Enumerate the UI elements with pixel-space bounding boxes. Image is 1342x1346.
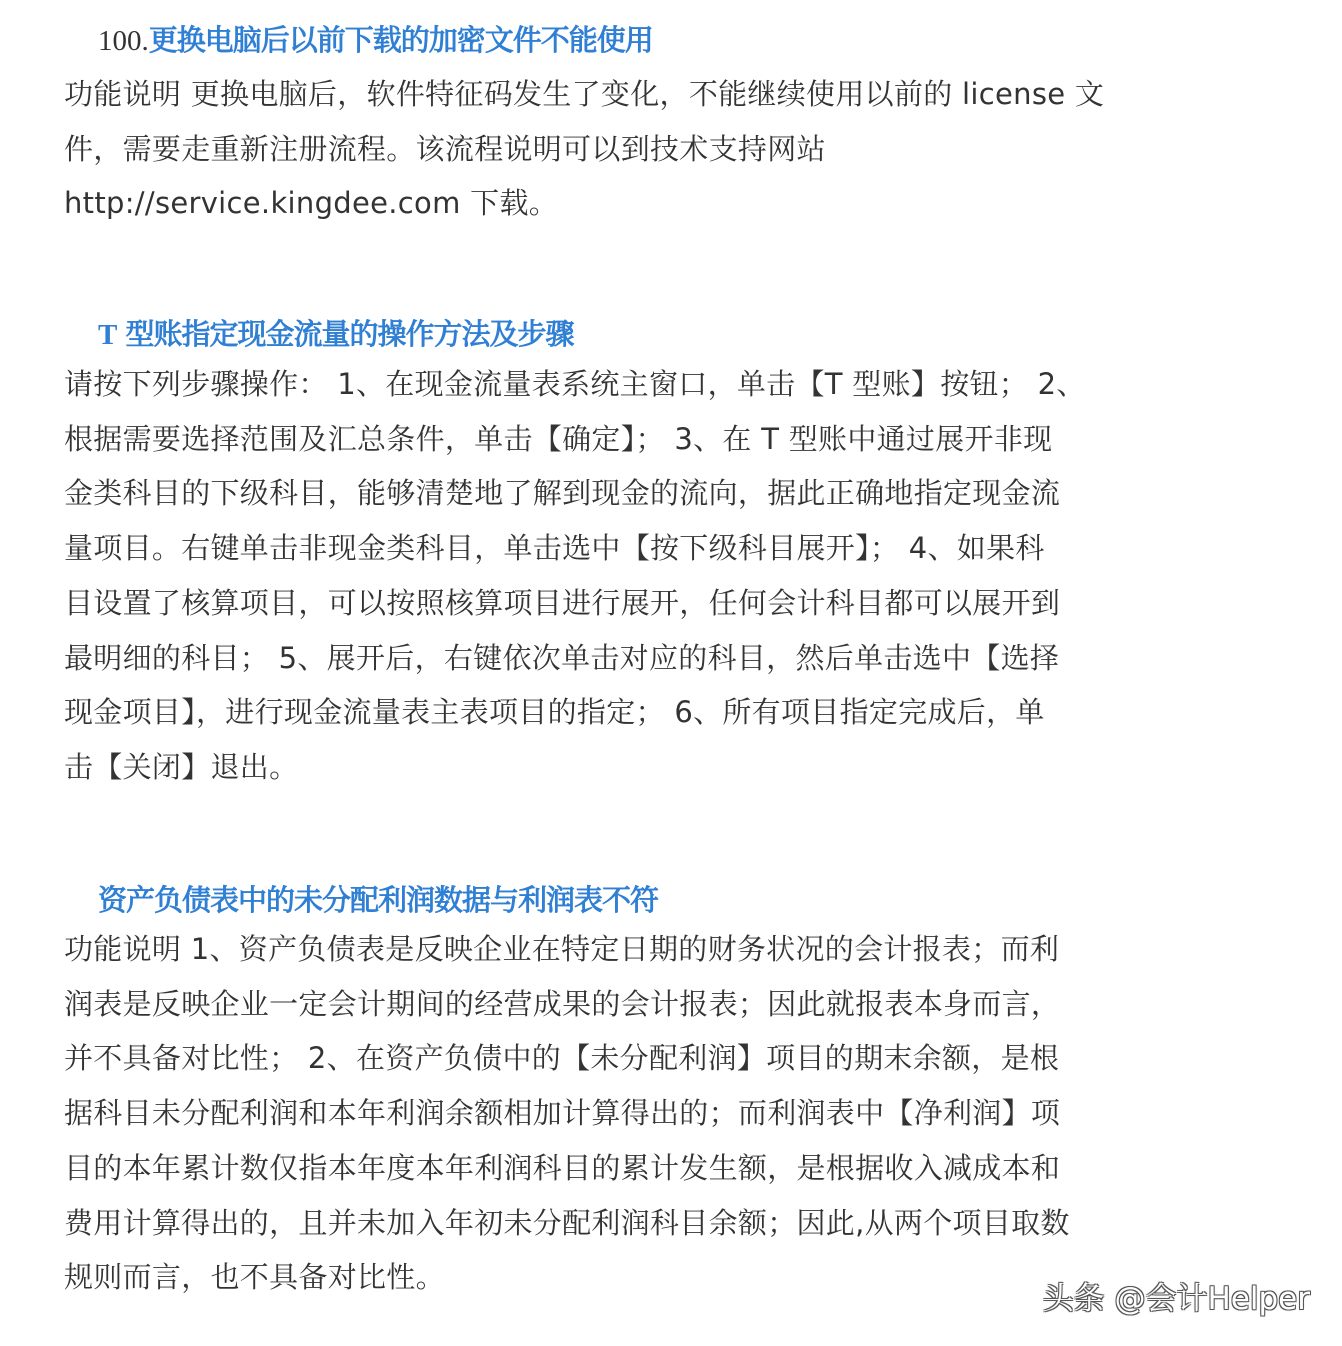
text-line: 费用计算得出的，且并未加入年初未分配利润科目余额；因此,从两个项目取数: [64, 1205, 1070, 1240]
text-line: 并不具备对比性； 2、在资产负债中的【未分配利润】项目的期末余额，是根: [64, 1041, 1060, 1076]
section-body: [64, 357, 1174, 795]
text-line: 润表是反映企业一定会计期间的经营成果的会计报表；因此就报表本身而言，: [64, 986, 1061, 1021]
text-line: 最明细的科目； 5、展开后，右键依次单击对应的科目，然后单击选中【选择: [64, 640, 1060, 675]
text-line: 现金项目】，进行现金流量表主表项目的指定； 6、所有项目指定完成后，单: [64, 695, 1045, 730]
heading-number: 100.: [98, 25, 149, 57]
text-line: 量项目。右键单击非现金类科目，单击选中【按下级科目展开】； 4、如果科: [64, 531, 1045, 566]
text-line: 功能说明 更换电脑后，软件特征码发生了变化，不能继续使用以前的 license 文: [64, 77, 1105, 111]
text-line: 目设置了核算项目，可以按照核算项目进行展开，任何会计科目都可以展开到: [64, 585, 1061, 620]
text-line: 规则而言，也不具备对比性。: [64, 1260, 445, 1295]
text-line: 据科目未分配利润和本年利润余额相加计算得出的；而利润表中【净利润】项: [64, 1096, 1061, 1131]
heading-text: 型账指定现金流量的操作方法及步骤: [116, 317, 574, 351]
section-heading: [98, 314, 1174, 355]
section-t-account: [64, 314, 1174, 795]
section-heading: [98, 880, 1174, 920]
watermark: 头条 @会计Helper: [1042, 1281, 1310, 1317]
section-body: [64, 922, 1174, 1305]
heading-text: 资产负债表中的未分配利润数据与利润表不符: [98, 883, 659, 917]
text-line: 件，需要走重新注册流程。该流程说明可以到技术支持网站: [64, 131, 826, 166]
text-line: 目的本年累计数仅指本年度本年利润科目的累计发生额，是根据收入减成本和: [64, 1150, 1061, 1185]
text-line: 击【关闭】退出。: [64, 749, 299, 784]
text-line: http://service.kingdee.com 下载。: [64, 186, 559, 221]
text-line: 功能说明 1、资产负债表是反映企业在特定日期的财务状况的会计报表；而利: [64, 932, 1060, 966]
section-retained-earnings: [64, 880, 1174, 1305]
section-encrypted-file: [64, 20, 1174, 231]
text-line: 根据需要选择范围及汇总条件，单击【确定】； 3、在 T 型账中通过展开非现: [64, 421, 1053, 456]
section-body: [64, 67, 1174, 231]
section-heading: [98, 20, 1174, 61]
text-line: 金类科目的下级科目，能够清楚地了解到现金的流向，据此正确地指定现金流: [64, 476, 1061, 511]
heading-text: 更换电脑后以前下载的加密文件不能使用: [148, 23, 653, 57]
text-line: 请按下列步骤操作： 1、在现金流量表系统主窗口，单击【T 型账】按钮； 2、: [64, 367, 1086, 401]
heading-latin: T: [98, 319, 117, 351]
